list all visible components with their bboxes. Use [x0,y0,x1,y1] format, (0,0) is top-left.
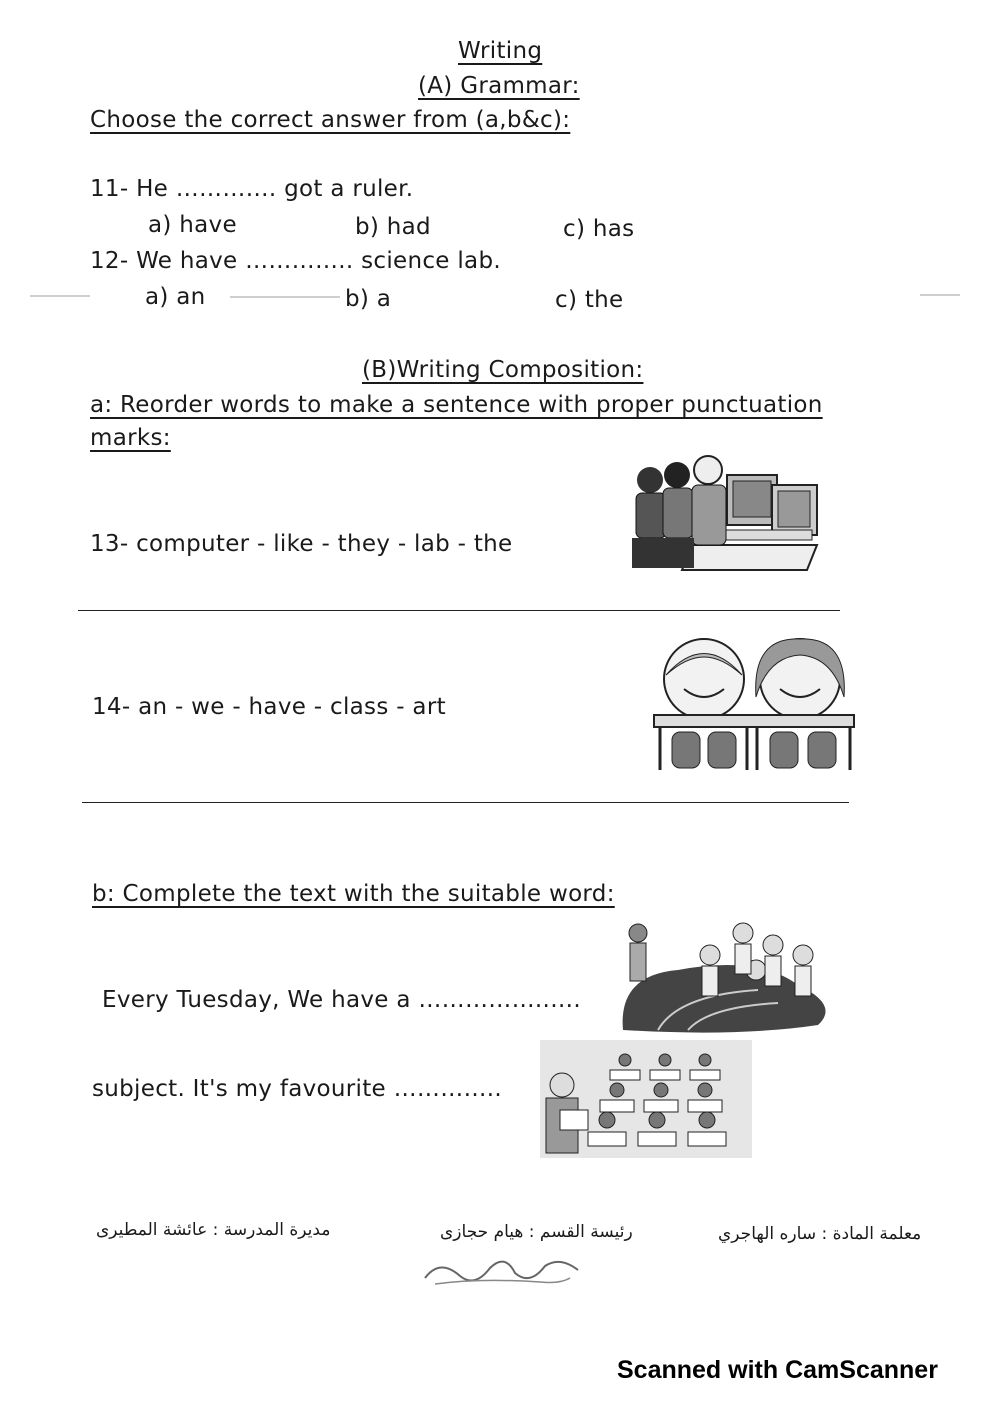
handwritten-signature [420,1248,585,1290]
students-at-desks-illustration [652,637,857,772]
complete-instruction: b: Complete the text with the suitable word: [92,881,615,907]
page-title: Writing [458,38,543,64]
scan-speck [920,294,960,296]
complete-line-2: subject. It's my favourite ………….. [92,1076,503,1102]
q12-option-c: c) the [555,287,624,313]
scan-speck [230,296,340,298]
scan-speck [30,295,90,297]
q11-option-a: a) have [148,212,237,238]
pe-class-illustration [618,915,840,1035]
question-13: 13- computer - like - they - lab - the [90,531,513,557]
section-a-heading: (A) Grammar: [418,73,580,99]
complete-line-1: Every Tuesday, We have a ……………..…. [102,987,582,1013]
reorder-instruction: a: Reorder words to make a sentence with proper punctuation [90,392,823,418]
question-14: 14- an - we - have - class - art [92,694,446,720]
teacher-signature-line: معلمة المادة : ساره الهاجري [718,1224,922,1244]
question-12: 12- We have ………….. science lab. [90,248,501,274]
camscanner-watermark: Scanned with CamScanner [617,1356,938,1384]
q12-option-b: b) a [345,286,392,312]
reorder-instruction-cont: marks: [90,425,171,451]
section-b-heading: (B)Writing Composition: [362,357,644,383]
q12-option-a: a) an [145,284,206,310]
answer-line-13 [78,610,840,611]
principal-signature-line: مديرة المدرسة : عائشة المطيرى [96,1220,331,1240]
department-head-signature-line: رئيسة القسم : هيام حجازى [440,1222,633,1242]
q11-option-c: c) has [563,216,635,242]
computer-lab-illustration [632,450,822,575]
answer-line-14 [82,802,849,803]
q11-option-b: b) had [355,214,431,240]
classroom-illustration [540,1040,752,1158]
question-11: 11- He …………. got a ruler. [90,176,414,202]
grammar-instruction: Choose the correct answer from (a,b&c): [90,107,571,133]
